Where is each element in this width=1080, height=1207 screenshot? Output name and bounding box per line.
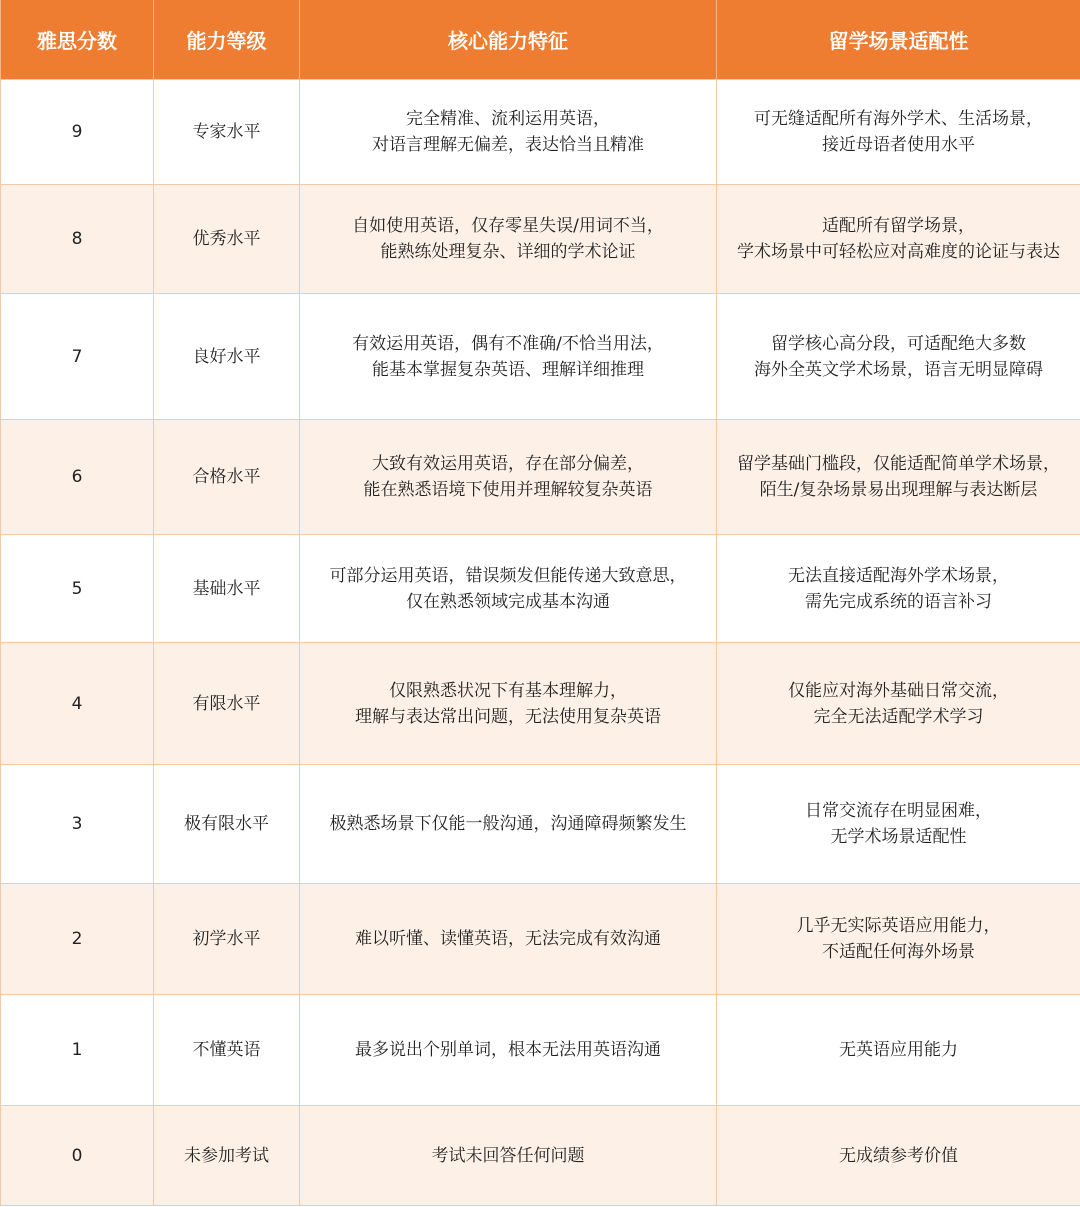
table-row <box>1 185 1080 294</box>
level-cell: 基础水平 <box>154 535 300 643</box>
feature-line: 难以听懂、读懂英语，无法完成有效沟通 <box>355 929 661 949</box>
fit-cell <box>717 884 1080 995</box>
feature-line: 自如使用英语，仅存零星失误/用词不当， <box>352 216 664 236</box>
fit-line: 无法直接适配海外学术场景， <box>788 565 1009 586</box>
fit-cell <box>717 80 1080 185</box>
header-row <box>1 0 1080 80</box>
fit-cell <box>717 420 1080 535</box>
header-level: 能力等级 <box>154 0 300 80</box>
feature-line: 能在熟悉语境下使用并理解较复杂英语 <box>363 480 653 500</box>
fit-line: 适配所有留学场景， <box>822 216 975 236</box>
score-cell: 2 <box>1 884 154 995</box>
fit-cell <box>717 185 1080 294</box>
table-row <box>1 643 1080 765</box>
score-cell: 8 <box>1 185 154 294</box>
fit-line: 学术场景中可轻松应对高难度的论证与表达 <box>737 242 1060 262</box>
fit-cell <box>717 643 1080 765</box>
level-cell: 合格水平 <box>154 420 300 535</box>
score-cell: 4 <box>1 643 154 765</box>
header-feature: 核心能力特征 <box>300 0 717 80</box>
feature-line: 对语言理解无偏差，表达恰当且精准 <box>372 135 644 155</box>
feature-cell <box>300 995 717 1106</box>
feature-line: 可部分运用英语，错误频发但能传递大致意思， <box>329 565 687 586</box>
score-cell: 9 <box>1 80 154 185</box>
fit-line: 完全无法适配学术学习 <box>813 706 984 727</box>
feature-line: 理解与表达常出问题，无法使用复杂英语 <box>355 706 661 727</box>
table-row <box>1 80 1080 185</box>
fit-line: 留学核心高分段，可适配绝大多数 <box>771 333 1026 354</box>
feature-line: 能基本掌握复杂英语、理解详细推理 <box>372 359 644 380</box>
fit-cell <box>717 765 1080 884</box>
feature-cell <box>300 185 717 294</box>
feature-cell <box>300 80 717 185</box>
feature-line: 仅在熟悉领域完成基本沟通 <box>406 591 610 612</box>
table-row <box>1 420 1080 535</box>
level-cell: 不懂英语 <box>154 995 300 1106</box>
feature-cell <box>300 535 717 643</box>
feature-cell <box>300 294 717 420</box>
level-cell: 初学水平 <box>154 884 300 995</box>
score-cell: 1 <box>1 995 154 1106</box>
feature-line: 能熟练处理复杂、详细的学术论证 <box>380 242 636 262</box>
fit-line: 可无缝适配所有海外学术、生活场景， <box>754 109 1043 129</box>
table-row <box>1 765 1080 884</box>
feature-cell <box>300 765 717 884</box>
table-row <box>1 535 1080 643</box>
feature-line: 仅限熟悉状况下有基本理解力， <box>389 680 627 701</box>
feature-line: 极熟悉场景下仅能一般沟通，沟通障碍频繁发生 <box>329 814 687 834</box>
level-cell: 专家水平 <box>154 80 300 185</box>
fit-line: 需先完成系统的语言补习 <box>805 591 992 612</box>
feature-line: 大致有效运用英语，存在部分偏差， <box>372 454 644 474</box>
header-fit: 留学场景适配性 <box>717 0 1080 80</box>
level-cell: 优秀水平 <box>154 185 300 294</box>
fit-cell <box>717 535 1080 643</box>
feature-cell <box>300 420 717 535</box>
fit-line: 不适配任何海外场景 <box>822 942 975 962</box>
level-cell: 有限水平 <box>154 643 300 765</box>
score-cell: 7 <box>1 294 154 420</box>
score-cell: 0 <box>1 1106 154 1206</box>
table-body <box>1 80 1080 1206</box>
fit-line: 无学术场景适配性 <box>830 827 967 847</box>
fit-line: 仅能应对海外基础日常交流， <box>788 680 1009 701</box>
score-cell: 3 <box>1 765 154 884</box>
fit-line: 海外全英文学术场景，语言无明显障碍 <box>754 359 1043 380</box>
table-row <box>1 1106 1080 1206</box>
feature-cell <box>300 1106 717 1206</box>
fit-line: 无英语应用能力 <box>839 1040 958 1060</box>
fit-line: 陌生/复杂场景易出现理解与表达断层 <box>759 480 1038 500</box>
fit-line: 几乎无实际英语应用能力， <box>796 916 1001 936</box>
fit-line: 无成绩参考价值 <box>839 1145 958 1166</box>
feature-cell <box>300 884 717 995</box>
level-cell: 良好水平 <box>154 294 300 420</box>
fit-line: 留学基础门槛段，仅能适配简单学术场景， <box>737 454 1060 474</box>
table-header <box>1 0 1080 80</box>
level-cell: 未参加考试 <box>154 1106 300 1206</box>
score-cell: 5 <box>1 535 154 643</box>
fit-line: 接近母语者使用水平 <box>822 135 975 155</box>
table-row <box>1 294 1080 420</box>
feature-line: 最多说出个别单词，根本无法用英语沟通 <box>355 1040 661 1060</box>
fit-line: 日常交流存在明显困难， <box>805 801 992 821</box>
fit-cell <box>717 995 1080 1106</box>
fit-cell <box>717 1106 1080 1206</box>
level-cell: 极有限水平 <box>154 765 300 884</box>
score-cell: 6 <box>1 420 154 535</box>
feature-line: 考试未回答任何问题 <box>431 1145 585 1166</box>
table-row <box>1 884 1080 995</box>
table-row <box>1 995 1080 1106</box>
feature-line: 有效运用英语，偶有不准确/不恰当用法， <box>352 333 664 354</box>
fit-cell <box>717 294 1080 420</box>
header-score: 雅思分数 <box>1 0 154 80</box>
feature-cell <box>300 643 717 765</box>
feature-line: 完全精准、流利运用英语， <box>406 109 610 129</box>
